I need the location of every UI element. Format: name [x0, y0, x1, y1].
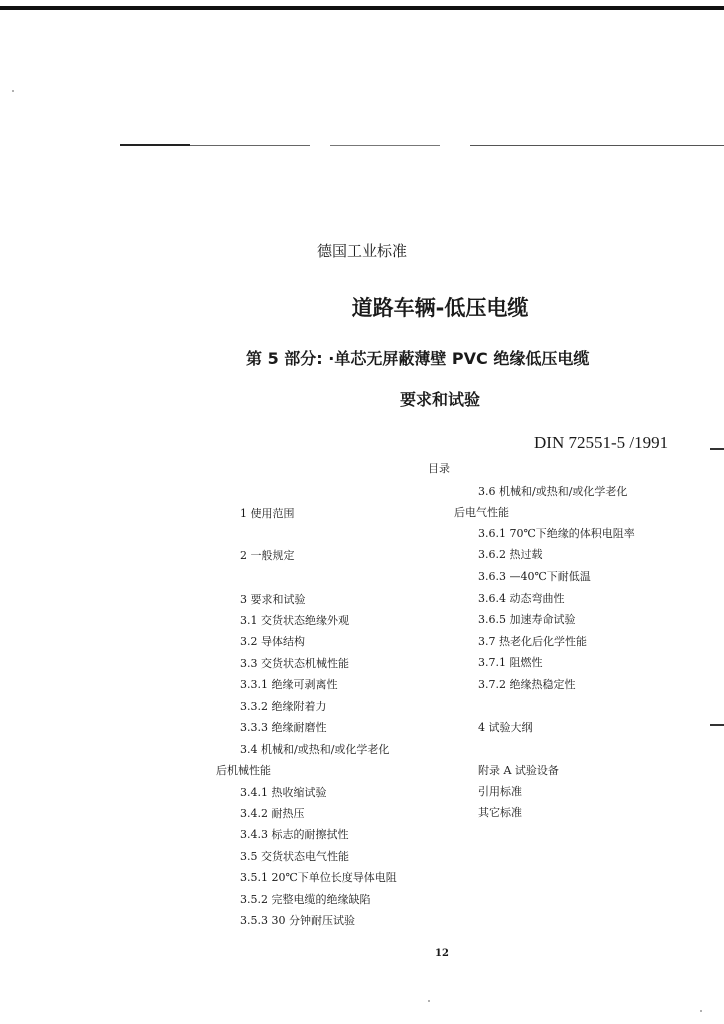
toc-entry: 附录 A 试验设备	[478, 764, 559, 777]
toc-entry: 3.5 交货状态电气性能	[240, 850, 349, 863]
page-number: 12	[435, 948, 449, 959]
toc-entry-continuation: 后机械性能	[216, 764, 271, 777]
toc-entry: 3.4.2 耐热压	[240, 807, 305, 820]
toc-entry-continuation: 后电气性能	[454, 506, 509, 519]
toc-entry: 3.3.3 绝缘耐磨性	[240, 721, 327, 734]
header-rule	[330, 145, 440, 146]
toc-entry: 4 试验大纲	[478, 721, 533, 734]
toc-entry: 3.6.2 热过载	[478, 548, 543, 561]
toc-entry: 3.3.1 绝缘可剥离性	[240, 678, 338, 691]
toc-entry: 3.3 交货状态机械性能	[240, 657, 349, 670]
header-rule	[120, 144, 190, 146]
toc-entry: 3.6.1 70℃下绝缘的体积电阻率	[478, 527, 635, 540]
header-rule	[470, 145, 724, 146]
toc-entry: 其它标准	[478, 806, 522, 819]
toc-entry: 3.2 导体结构	[240, 635, 305, 648]
toc-entry: 3.7.2 绝缘热稳定性	[478, 678, 576, 691]
top-border	[0, 6, 724, 10]
toc-entry: 3.6.4 动态弯曲性	[478, 592, 565, 605]
standard-number: DIN 72551-5 /1991	[534, 433, 669, 452]
margin-mark	[710, 448, 724, 450]
toc-entry: 3.5.3 30 分钟耐压试验	[240, 914, 355, 927]
toc-entry: 引用标准	[478, 785, 522, 798]
toc-entry: 3.6.5 加速寿命试验	[478, 613, 576, 626]
toc-entry: 3 要求和试验	[240, 593, 306, 606]
scan-speck	[12, 90, 14, 92]
toc-entry: 3.4 机械和/或热和/或化学老化	[240, 743, 390, 756]
toc-entry: 3.7 热老化后化学性能	[478, 635, 587, 648]
margin-mark	[710, 724, 724, 726]
toc-entry: 3.5.1 20℃下单位长度导体电阻	[240, 871, 397, 884]
toc-entry: 1 使用范围	[240, 507, 295, 520]
toc-entry: 3.3.2 绝缘附着力	[240, 700, 327, 713]
toc-entry: 3.4.3 标志的耐擦拭性	[240, 828, 349, 841]
toc-entry: 3.6.3 —40℃下耐低温	[478, 570, 591, 583]
toc-entry: 3.1 交货状态绝缘外观	[240, 614, 349, 627]
document-subtitle: 要求和试验	[399, 390, 480, 409]
scan-speck	[700, 1010, 702, 1012]
document-title: 道路车辆-低压电缆	[351, 296, 529, 320]
scan-speck	[428, 1000, 430, 1002]
toc-heading: 目录	[428, 462, 450, 475]
toc-entry: 3.5.2 完整电缆的绝缘缺陷	[240, 893, 371, 906]
toc-entry: 2 一般规定	[240, 549, 295, 562]
toc-entry: 3.6 机械和/或热和/或化学老化	[478, 485, 628, 498]
toc-entry: 3.7.1 阻燃性	[478, 656, 543, 669]
standard-organization: 德国工业标准	[316, 242, 407, 260]
document-part-title: 第 5 部分: ·单芯无屏蔽薄壁 PVC 绝缘低压电缆	[246, 349, 590, 368]
toc-entry: 3.4.1 热收缩试验	[240, 786, 327, 799]
header-rule	[190, 145, 310, 146]
